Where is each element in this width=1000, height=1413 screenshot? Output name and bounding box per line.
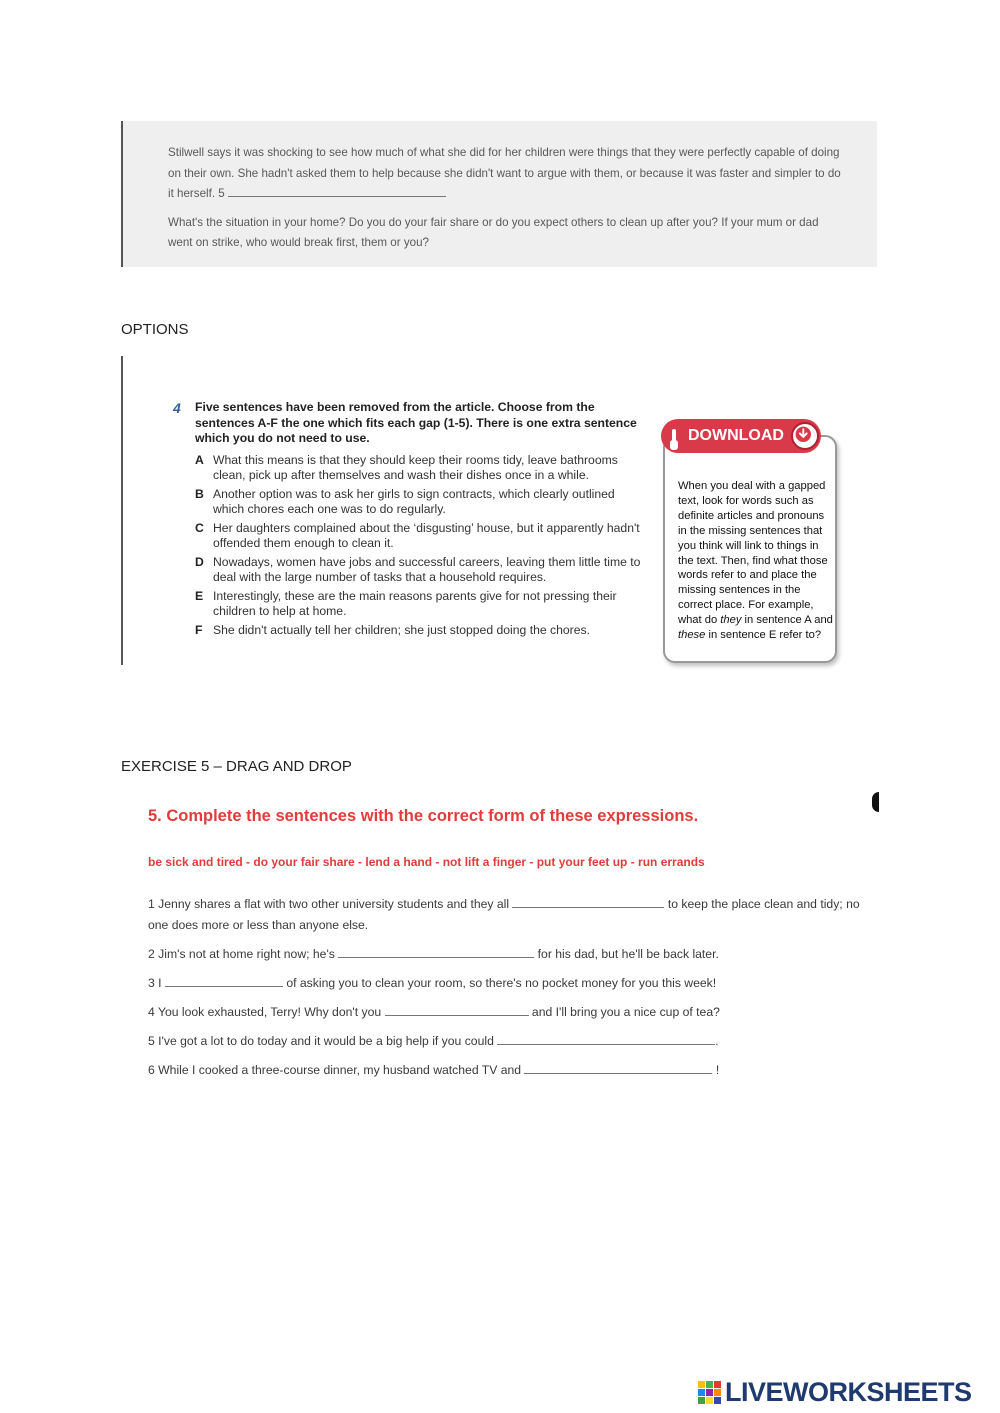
sentence-5: 5 I've got a lot to do today and it would be a big help if you could . [148, 1034, 719, 1048]
article-paragraph-2: What's the situation in your home? Do you do your fair share or do you expect others to clean up after you? If your mum or dad went on strike, who would break first, them or you? [168, 215, 819, 249]
task-instruction: Five sentences have been removed from the article. Choose from the sentences A-F the one which fits each gap (1-5). There is one extra sentence which you do not need to use. [195, 400, 637, 445]
download-arrow-icon [791, 422, 819, 450]
download-banner: DOWNLOAD [661, 419, 821, 453]
sentence-1: 1 Jenny shares a flat with two other university students and they all to keep the place clean and tidy; no one does more or less than anyone else. [148, 897, 860, 932]
drop-gap-4[interactable] [385, 1003, 529, 1016]
option-c: C Her daughters complained about the ‘disgusting’ house, but it apparently hadn't offended them enough to clean it. [195, 520, 640, 550]
drag-handle-icon[interactable] [872, 792, 879, 812]
tip-card [663, 435, 837, 663]
sentence-6: 6 While I cooked a three-course dinner, my husband watched TV and ! [148, 1063, 720, 1077]
liveworksheets-logo-icon [698, 1381, 722, 1405]
tip-text: When you deal with a gapped text, look for words such as definite articles and pronouns in the missing sentences that you think will link to things in the text. Then, find what those words refer to and place the missing sentences in the correct place. For example, what do they in sentence A and these in sentence E refer to? [678, 480, 833, 642]
options-list [195, 453, 648, 638]
logo-text: LIVEWORKSHEETS [725, 1377, 972, 1407]
task-4 [173, 400, 648, 642]
exercise5-title: 5. Complete the sentences with the correct form of these expressions. [148, 807, 699, 825]
option-d: D Nowadays, women have jobs and successful careers, leaving them little time to deal with the large number of tasks that a household requires. [195, 554, 641, 584]
options-box-border [121, 356, 123, 665]
drop-gap-3[interactable] [165, 974, 283, 987]
options-heading: OPTIONS [121, 321, 189, 338]
option-b: B Another option was to ask her girls to sign contracts, which clearly outlined which chores each one was to do regularly. [195, 486, 615, 516]
sentence-3: 3 I of asking you to clean your room, so there's no pocket money for you this week! [148, 976, 717, 990]
article-paragraph-1: Stilwell says it was shocking to see how much of what she did for her children were things that they were perfectly capable of doing on their own. She hadn't asked them to help because she didn't want to argue with them, or because it was faster and simpler to do it herself. 5 [168, 146, 841, 200]
option-e: E Interestingly, these are the main reasons parents give for not pressing their children to help at home. [195, 588, 617, 618]
download-tip [661, 419, 841, 664]
expressions-list: be sick and tired - do your fair share - lend a hand - not lift a finger - put your feet up - run errands [148, 855, 705, 869]
option-f: F She didn't actually tell her children; she just stopped doing the chores. [195, 622, 590, 637]
task-number: 4 [173, 400, 181, 416]
drop-gap-2[interactable] [338, 945, 534, 958]
sentence-4: 4 You look exhausted, Terry! Why don't you and I'll bring you a nice cup of tea? [148, 1005, 720, 1019]
sentence-2: 2 Jim's not at home right now; he's for his dad, but he'll be back later. [148, 947, 719, 961]
sentences-list [148, 894, 863, 1089]
drop-gap-5[interactable] [497, 1032, 715, 1045]
drop-gap-1[interactable] [512, 895, 664, 908]
article-excerpt [121, 121, 877, 267]
pointer-hand-icon [669, 429, 679, 451]
drop-gap-6[interactable] [524, 1061, 712, 1074]
gap-5 [228, 184, 446, 197]
exercise5-heading: EXERCISE 5 – DRAG AND DROP [121, 758, 352, 775]
option-a: A What this means is that they should keep their rooms tidy, leave bathrooms clean, pick up after themselves and wash their dishes once in a while. [195, 452, 618, 482]
